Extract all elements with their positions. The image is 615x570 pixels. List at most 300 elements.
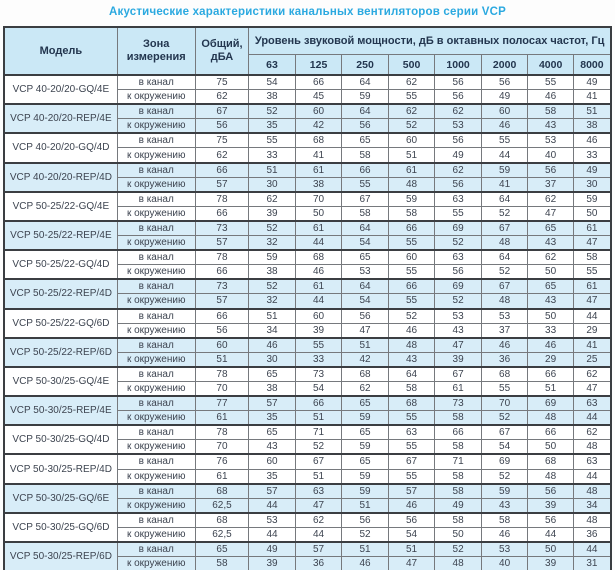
spl-value-1000hz: 71 xyxy=(435,454,482,469)
spl-value-4000hz: 50 xyxy=(528,542,574,557)
col-header-freq-63hz: 63 xyxy=(249,55,296,76)
spl-value-500hz: 62 xyxy=(388,75,435,90)
spl-value-2000hz: 69 xyxy=(481,454,528,469)
spl-value-500hz: 58 xyxy=(388,206,435,221)
model-name: VCP 50-30/25-GQ/6E xyxy=(4,484,117,513)
spl-value-4000hz: 65 xyxy=(528,221,574,236)
total-dba-value: 73 xyxy=(195,279,249,294)
spl-value-125hz: 61 xyxy=(295,279,342,294)
measurement-zone-label: в канал xyxy=(117,279,195,294)
measurement-zone-label: в канал xyxy=(117,425,195,440)
total-dba-value: 70 xyxy=(195,381,249,396)
total-dba-value: 65 xyxy=(195,542,249,557)
measurement-zone-label: к окружению xyxy=(117,411,195,426)
spl-value-500hz: 47 xyxy=(388,557,435,570)
spl-value-1000hz: 56 xyxy=(435,75,482,90)
spl-value-8000hz: 44 xyxy=(573,542,611,557)
spl-value-500hz: 62 xyxy=(388,104,435,119)
spl-value-2000hz: 37 xyxy=(481,323,528,338)
spl-value-125hz: 61 xyxy=(295,221,342,236)
total-dba-value: 57 xyxy=(195,294,249,309)
spl-value-63hz: 44 xyxy=(249,498,296,513)
measurement-zone-label: к окружению xyxy=(117,294,195,309)
measurement-zone-label: к окружению xyxy=(117,148,195,163)
spl-value-63hz: 51 xyxy=(249,163,296,178)
spl-value-500hz: 55 xyxy=(388,90,435,105)
spl-value-250hz: 64 xyxy=(342,104,389,119)
spl-value-63hz: 39 xyxy=(249,206,296,221)
table-row xyxy=(4,133,611,148)
measurement-zone-label: к окружению xyxy=(117,177,195,192)
spl-value-1000hz: 62 xyxy=(435,163,482,178)
spl-value-500hz: 48 xyxy=(388,338,435,353)
measurement-zone-label: к окружению xyxy=(117,236,195,251)
spl-value-63hz: 38 xyxy=(249,381,296,396)
measurement-zone-label: в канал xyxy=(117,104,195,119)
spl-value-63hz: 65 xyxy=(249,367,296,382)
spl-value-4000hz: 58 xyxy=(528,104,574,119)
acoustic-characteristics-table xyxy=(3,26,612,570)
spl-value-125hz: 44 xyxy=(295,236,342,251)
measurement-zone-label: к окружению xyxy=(117,527,195,542)
spl-value-250hz: 59 xyxy=(342,469,389,484)
spl-value-4000hz: 50 xyxy=(528,265,574,280)
spl-value-63hz: 33 xyxy=(249,148,296,163)
spl-value-2000hz: 54 xyxy=(481,440,528,455)
spl-value-250hz: 58 xyxy=(342,148,389,163)
total-dba-value: 56 xyxy=(195,323,249,338)
header-row-main xyxy=(4,27,611,55)
total-dba-value: 62 xyxy=(195,90,249,105)
spl-value-63hz: 35 xyxy=(249,469,296,484)
total-dba-value: 66 xyxy=(195,163,249,178)
spl-value-500hz: 52 xyxy=(388,309,435,324)
spl-value-2000hz: 59 xyxy=(481,484,528,499)
spl-value-250hz: 62 xyxy=(342,381,389,396)
spl-value-4000hz: 43 xyxy=(528,236,574,251)
spl-value-125hz: 68 xyxy=(295,133,342,148)
spl-value-125hz: 51 xyxy=(295,411,342,426)
spl-value-8000hz: 63 xyxy=(573,454,611,469)
spl-value-1000hz: 63 xyxy=(435,250,482,265)
spl-value-63hz: 54 xyxy=(249,75,296,90)
spl-value-250hz: 58 xyxy=(342,206,389,221)
spl-value-500hz: 64 xyxy=(388,367,435,382)
total-dba-value: 57 xyxy=(195,177,249,192)
spl-value-500hz: 52 xyxy=(388,119,435,134)
spl-value-63hz: 52 xyxy=(249,104,296,119)
model-name: VCP 50-25/22-REP/4D xyxy=(4,279,117,308)
spl-value-8000hz: 61 xyxy=(573,279,611,294)
spl-value-125hz: 42 xyxy=(295,119,342,134)
spl-value-250hz: 54 xyxy=(342,236,389,251)
total-dba-value: 78 xyxy=(195,192,249,207)
spl-value-2000hz: 64 xyxy=(481,192,528,207)
spl-value-2000hz: 36 xyxy=(481,352,528,367)
spl-value-500hz: 55 xyxy=(388,265,435,280)
spl-value-8000hz: 29 xyxy=(573,323,611,338)
spl-value-1000hz: 73 xyxy=(435,396,482,411)
spl-value-2000hz: 52 xyxy=(481,469,528,484)
measurement-zone-label: к окружению xyxy=(117,440,195,455)
model-name: VCP 40-20/20-GQ/4D xyxy=(4,133,117,162)
spl-value-4000hz: 48 xyxy=(528,411,574,426)
spl-value-500hz: 43 xyxy=(388,352,435,367)
total-dba-value: 67 xyxy=(195,104,249,119)
col-header-model: Модель xyxy=(4,27,117,75)
measurement-zone-label: к окружению xyxy=(117,352,195,367)
spl-value-8000hz: 38 xyxy=(573,119,611,134)
total-dba-value: 78 xyxy=(195,367,249,382)
spl-value-125hz: 36 xyxy=(295,557,342,570)
measurement-zone-label: к окружению xyxy=(117,206,195,221)
spl-value-250hz: 53 xyxy=(342,265,389,280)
total-dba-value: 58 xyxy=(195,557,249,570)
spl-value-1000hz: 53 xyxy=(435,119,482,134)
spl-value-250hz: 55 xyxy=(342,177,389,192)
spl-value-1000hz: 67 xyxy=(435,367,482,382)
total-dba-value: 77 xyxy=(195,396,249,411)
spl-value-125hz: 33 xyxy=(295,352,342,367)
spl-value-500hz: 67 xyxy=(388,454,435,469)
spl-value-4000hz: 56 xyxy=(528,163,574,178)
model-name: VCP 50-30/25-REP/4E xyxy=(4,396,117,425)
spl-value-1000hz: 58 xyxy=(435,440,482,455)
spl-value-4000hz: 43 xyxy=(528,119,574,134)
spl-value-4000hz: 69 xyxy=(528,396,574,411)
total-dba-value: 78 xyxy=(195,250,249,265)
spl-value-1000hz: 50 xyxy=(435,527,482,542)
measurement-zone-label: в канал xyxy=(117,454,195,469)
total-dba-value: 56 xyxy=(195,119,249,134)
spl-value-1000hz: 69 xyxy=(435,279,482,294)
spl-value-500hz: 57 xyxy=(388,484,435,499)
spl-value-500hz: 61 xyxy=(388,163,435,178)
table-row xyxy=(4,221,611,236)
spl-value-125hz: 50 xyxy=(295,206,342,221)
spl-value-2000hz: 52 xyxy=(481,265,528,280)
spl-value-4000hz: 62 xyxy=(528,250,574,265)
spl-value-500hz: 54 xyxy=(388,527,435,542)
table-row xyxy=(4,279,611,294)
spl-value-63hz: 32 xyxy=(249,236,296,251)
col-header-measurement-zone: Зона измерения xyxy=(117,27,195,75)
spl-value-250hz: 64 xyxy=(342,279,389,294)
spl-value-250hz: 59 xyxy=(342,411,389,426)
spl-value-4000hz: 47 xyxy=(528,206,574,221)
spl-value-8000hz: 58 xyxy=(573,250,611,265)
spl-value-125hz: 66 xyxy=(295,396,342,411)
spl-value-250hz: 59 xyxy=(342,90,389,105)
table-row xyxy=(4,396,611,411)
spl-value-500hz: 66 xyxy=(388,221,435,236)
spl-value-8000hz: 36 xyxy=(573,527,611,542)
spl-value-250hz: 56 xyxy=(342,309,389,324)
spl-value-125hz: 38 xyxy=(295,177,342,192)
spl-value-63hz: 34 xyxy=(249,323,296,338)
spl-value-500hz: 63 xyxy=(388,425,435,440)
spl-value-2000hz: 67 xyxy=(481,279,528,294)
spl-value-8000hz: 61 xyxy=(573,221,611,236)
spl-value-1000hz: 58 xyxy=(435,469,482,484)
spl-value-125hz: 62 xyxy=(295,513,342,528)
spl-value-125hz: 44 xyxy=(295,527,342,542)
spl-value-500hz: 48 xyxy=(388,177,435,192)
spl-value-250hz: 51 xyxy=(342,338,389,353)
measurement-zone-label: в канал xyxy=(117,542,195,557)
spl-value-125hz: 60 xyxy=(295,309,342,324)
spl-value-2000hz: 41 xyxy=(481,177,528,192)
spl-value-1000hz: 58 xyxy=(435,484,482,499)
spl-value-4000hz: 56 xyxy=(528,513,574,528)
spl-value-125hz: 54 xyxy=(295,381,342,396)
spl-value-2000hz: 68 xyxy=(481,367,528,382)
col-header-sound-power-group: Уровень звуковой мощности, дБ в октавных полосах частот, Гц xyxy=(249,27,611,55)
spl-value-63hz: 39 xyxy=(249,557,296,570)
spl-value-500hz: 56 xyxy=(388,513,435,528)
spl-value-125hz: 70 xyxy=(295,192,342,207)
spl-value-8000hz: 41 xyxy=(573,90,611,105)
spl-value-2000hz: 52 xyxy=(481,206,528,221)
spl-value-125hz: 61 xyxy=(295,163,342,178)
spl-value-4000hz: 50 xyxy=(528,309,574,324)
spl-value-1000hz: 48 xyxy=(435,557,482,570)
spl-value-250hz: 65 xyxy=(342,396,389,411)
measurement-zone-label: в канал xyxy=(117,484,195,499)
spl-value-4000hz: 44 xyxy=(528,527,574,542)
measurement-zone-label: в канал xyxy=(117,367,195,382)
spl-value-63hz: 51 xyxy=(249,309,296,324)
spl-value-4000hz: 39 xyxy=(528,498,574,513)
spl-value-4000hz: 62 xyxy=(528,192,574,207)
spl-value-1000hz: 53 xyxy=(435,309,482,324)
spl-value-4000hz: 68 xyxy=(528,454,574,469)
spl-value-63hz: 35 xyxy=(249,119,296,134)
total-dba-value: 61 xyxy=(195,411,249,426)
spl-value-2000hz: 55 xyxy=(481,381,528,396)
spl-value-2000hz: 40 xyxy=(481,557,528,570)
total-dba-value: 66 xyxy=(195,206,249,221)
spl-value-500hz: 55 xyxy=(388,411,435,426)
spl-value-1000hz: 52 xyxy=(435,236,482,251)
measurement-zone-label: к окружению xyxy=(117,469,195,484)
spl-value-63hz: 59 xyxy=(249,250,296,265)
spl-value-63hz: 30 xyxy=(249,177,296,192)
spl-value-2000hz: 60 xyxy=(481,104,528,119)
table-body xyxy=(4,75,611,570)
spl-value-125hz: 46 xyxy=(295,265,342,280)
spl-value-2000hz: 43 xyxy=(481,498,528,513)
spl-value-1000hz: 66 xyxy=(435,425,482,440)
spl-value-250hz: 59 xyxy=(342,440,389,455)
spl-value-250hz: 56 xyxy=(342,119,389,134)
spl-value-4000hz: 55 xyxy=(528,75,574,90)
spl-value-8000hz: 50 xyxy=(573,206,611,221)
spl-value-250hz: 65 xyxy=(342,250,389,265)
spl-value-125hz: 51 xyxy=(295,469,342,484)
measurement-zone-label: к окружению xyxy=(117,119,195,134)
spl-value-1000hz: 52 xyxy=(435,294,482,309)
measurement-zone-label: в канал xyxy=(117,163,195,178)
table-row xyxy=(4,513,611,528)
measurement-zone-label: в канал xyxy=(117,133,195,148)
measurement-zone-label: в канал xyxy=(117,338,195,353)
spl-value-1000hz: 47 xyxy=(435,338,482,353)
spl-value-125hz: 52 xyxy=(295,440,342,455)
total-dba-value: 68 xyxy=(195,513,249,528)
spl-value-250hz: 67 xyxy=(342,192,389,207)
spl-value-125hz: 45 xyxy=(295,90,342,105)
spl-value-250hz: 51 xyxy=(342,498,389,513)
spl-value-8000hz: 48 xyxy=(573,440,611,455)
total-dba-value: 68 xyxy=(195,484,249,499)
spl-value-63hz: 38 xyxy=(249,90,296,105)
spl-value-4000hz: 46 xyxy=(528,338,574,353)
spl-value-125hz: 41 xyxy=(295,148,342,163)
table-row xyxy=(4,163,611,178)
spl-value-2000hz: 56 xyxy=(481,75,528,90)
spl-value-1000hz: 43 xyxy=(435,323,482,338)
spl-value-8000hz: 30 xyxy=(573,177,611,192)
spl-value-250hz: 65 xyxy=(342,425,389,440)
spl-value-1000hz: 49 xyxy=(435,498,482,513)
spl-value-63hz: 57 xyxy=(249,396,296,411)
spl-value-8000hz: 59 xyxy=(573,192,611,207)
spl-value-4000hz: 46 xyxy=(528,90,574,105)
spl-value-4000hz: 50 xyxy=(528,440,574,455)
total-dba-value: 75 xyxy=(195,75,249,90)
table-row xyxy=(4,250,611,265)
col-header-freq-125hz: 125 xyxy=(295,55,342,76)
catalog-page xyxy=(0,6,615,570)
spl-value-63hz: 49 xyxy=(249,542,296,557)
model-name: VCP 50-25/22-REP/4E xyxy=(4,221,117,250)
col-header-freq-250hz: 250 xyxy=(342,55,389,76)
spl-value-125hz: 44 xyxy=(295,294,342,309)
spl-value-500hz: 55 xyxy=(388,236,435,251)
table-row xyxy=(4,425,611,440)
measurement-zone-label: к окружению xyxy=(117,557,195,570)
spl-value-2000hz: 46 xyxy=(481,338,528,353)
col-header-freq-4000hz: 4000 xyxy=(528,55,574,76)
table-row xyxy=(4,104,611,119)
measurement-zone-label: к окружению xyxy=(117,265,195,280)
spl-value-250hz: 51 xyxy=(342,542,389,557)
spl-value-63hz: 44 xyxy=(249,527,296,542)
spl-value-500hz: 60 xyxy=(388,250,435,265)
spl-value-63hz: 62 xyxy=(249,192,296,207)
table-header xyxy=(4,27,611,75)
spl-value-125hz: 60 xyxy=(295,104,342,119)
spl-value-63hz: 32 xyxy=(249,294,296,309)
spl-value-2000hz: 59 xyxy=(481,163,528,178)
spl-value-250hz: 64 xyxy=(342,75,389,90)
spl-value-2000hz: 53 xyxy=(481,542,528,557)
spl-value-4000hz: 66 xyxy=(528,425,574,440)
spl-value-4000hz: 39 xyxy=(528,557,574,570)
spl-value-8000hz: 48 xyxy=(573,484,611,499)
table-row xyxy=(4,75,611,90)
total-dba-value: 51 xyxy=(195,352,249,367)
spl-value-500hz: 55 xyxy=(388,469,435,484)
spl-value-2000hz: 48 xyxy=(481,294,528,309)
spl-value-2000hz: 49 xyxy=(481,90,528,105)
col-header-total-dba: Общий, дБА xyxy=(195,27,249,75)
spl-value-1000hz: 49 xyxy=(435,148,482,163)
spl-value-500hz: 59 xyxy=(388,192,435,207)
total-dba-value: 66 xyxy=(195,265,249,280)
spl-value-63hz: 52 xyxy=(249,221,296,236)
table-row xyxy=(4,454,611,469)
spl-value-4000hz: 43 xyxy=(528,294,574,309)
col-header-freq-8000hz: 8000 xyxy=(573,55,611,76)
spl-value-8000hz: 55 xyxy=(573,265,611,280)
spl-value-500hz: 51 xyxy=(388,148,435,163)
total-dba-value: 57 xyxy=(195,236,249,251)
spl-value-8000hz: 33 xyxy=(573,148,611,163)
spl-value-63hz: 57 xyxy=(249,484,296,499)
spl-value-2000hz: 67 xyxy=(481,221,528,236)
measurement-zone-label: к окружению xyxy=(117,323,195,338)
total-dba-value: 73 xyxy=(195,221,249,236)
spl-value-250hz: 56 xyxy=(342,513,389,528)
measurement-zone-label: в канал xyxy=(117,75,195,90)
spl-value-8000hz: 47 xyxy=(573,381,611,396)
spl-value-500hz: 68 xyxy=(388,396,435,411)
spl-value-250hz: 59 xyxy=(342,484,389,499)
measurement-zone-label: в канал xyxy=(117,309,195,324)
spl-value-8000hz: 31 xyxy=(573,557,611,570)
measurement-zone-label: в канал xyxy=(117,221,195,236)
measurement-zone-label: к окружению xyxy=(117,381,195,396)
spl-value-2000hz: 44 xyxy=(481,148,528,163)
spl-value-4000hz: 48 xyxy=(528,469,574,484)
model-name: VCP 40-20/20-GQ/4E xyxy=(4,75,117,104)
spl-value-2000hz: 67 xyxy=(481,425,528,440)
spl-value-1000hz: 58 xyxy=(435,411,482,426)
spl-value-2000hz: 58 xyxy=(481,513,528,528)
col-header-freq-500hz: 500 xyxy=(388,55,435,76)
spl-value-500hz: 60 xyxy=(388,133,435,148)
spl-value-2000hz: 46 xyxy=(481,119,528,134)
total-dba-value: 78 xyxy=(195,425,249,440)
model-name: VCP 50-25/22-GQ/4D xyxy=(4,250,117,279)
spl-value-125hz: 57 xyxy=(295,542,342,557)
spl-value-1000hz: 39 xyxy=(435,352,482,367)
spl-value-2000hz: 70 xyxy=(481,396,528,411)
spl-value-1000hz: 62 xyxy=(435,104,482,119)
spl-value-1000hz: 56 xyxy=(435,177,482,192)
spl-value-8000hz: 34 xyxy=(573,498,611,513)
model-name: VCP 50-30/25-REP/6D xyxy=(4,542,117,570)
total-dba-value: 70 xyxy=(195,440,249,455)
table-row xyxy=(4,309,611,324)
col-header-freq-2000hz: 2000 xyxy=(481,55,528,76)
spl-value-8000hz: 48 xyxy=(573,513,611,528)
total-dba-value: 62,5 xyxy=(195,498,249,513)
spl-value-250hz: 68 xyxy=(342,367,389,382)
model-name: VCP 40-20/20-REP/4E xyxy=(4,104,117,133)
spl-value-8000hz: 49 xyxy=(573,163,611,178)
total-dba-value: 76 xyxy=(195,454,249,469)
col-header-freq-1000hz: 1000 xyxy=(435,55,482,76)
table-row xyxy=(4,367,611,382)
spl-value-500hz: 55 xyxy=(388,294,435,309)
table-row xyxy=(4,542,611,557)
spl-value-1000hz: 56 xyxy=(435,133,482,148)
spl-value-2000hz: 46 xyxy=(481,527,528,542)
spl-value-125hz: 68 xyxy=(295,250,342,265)
